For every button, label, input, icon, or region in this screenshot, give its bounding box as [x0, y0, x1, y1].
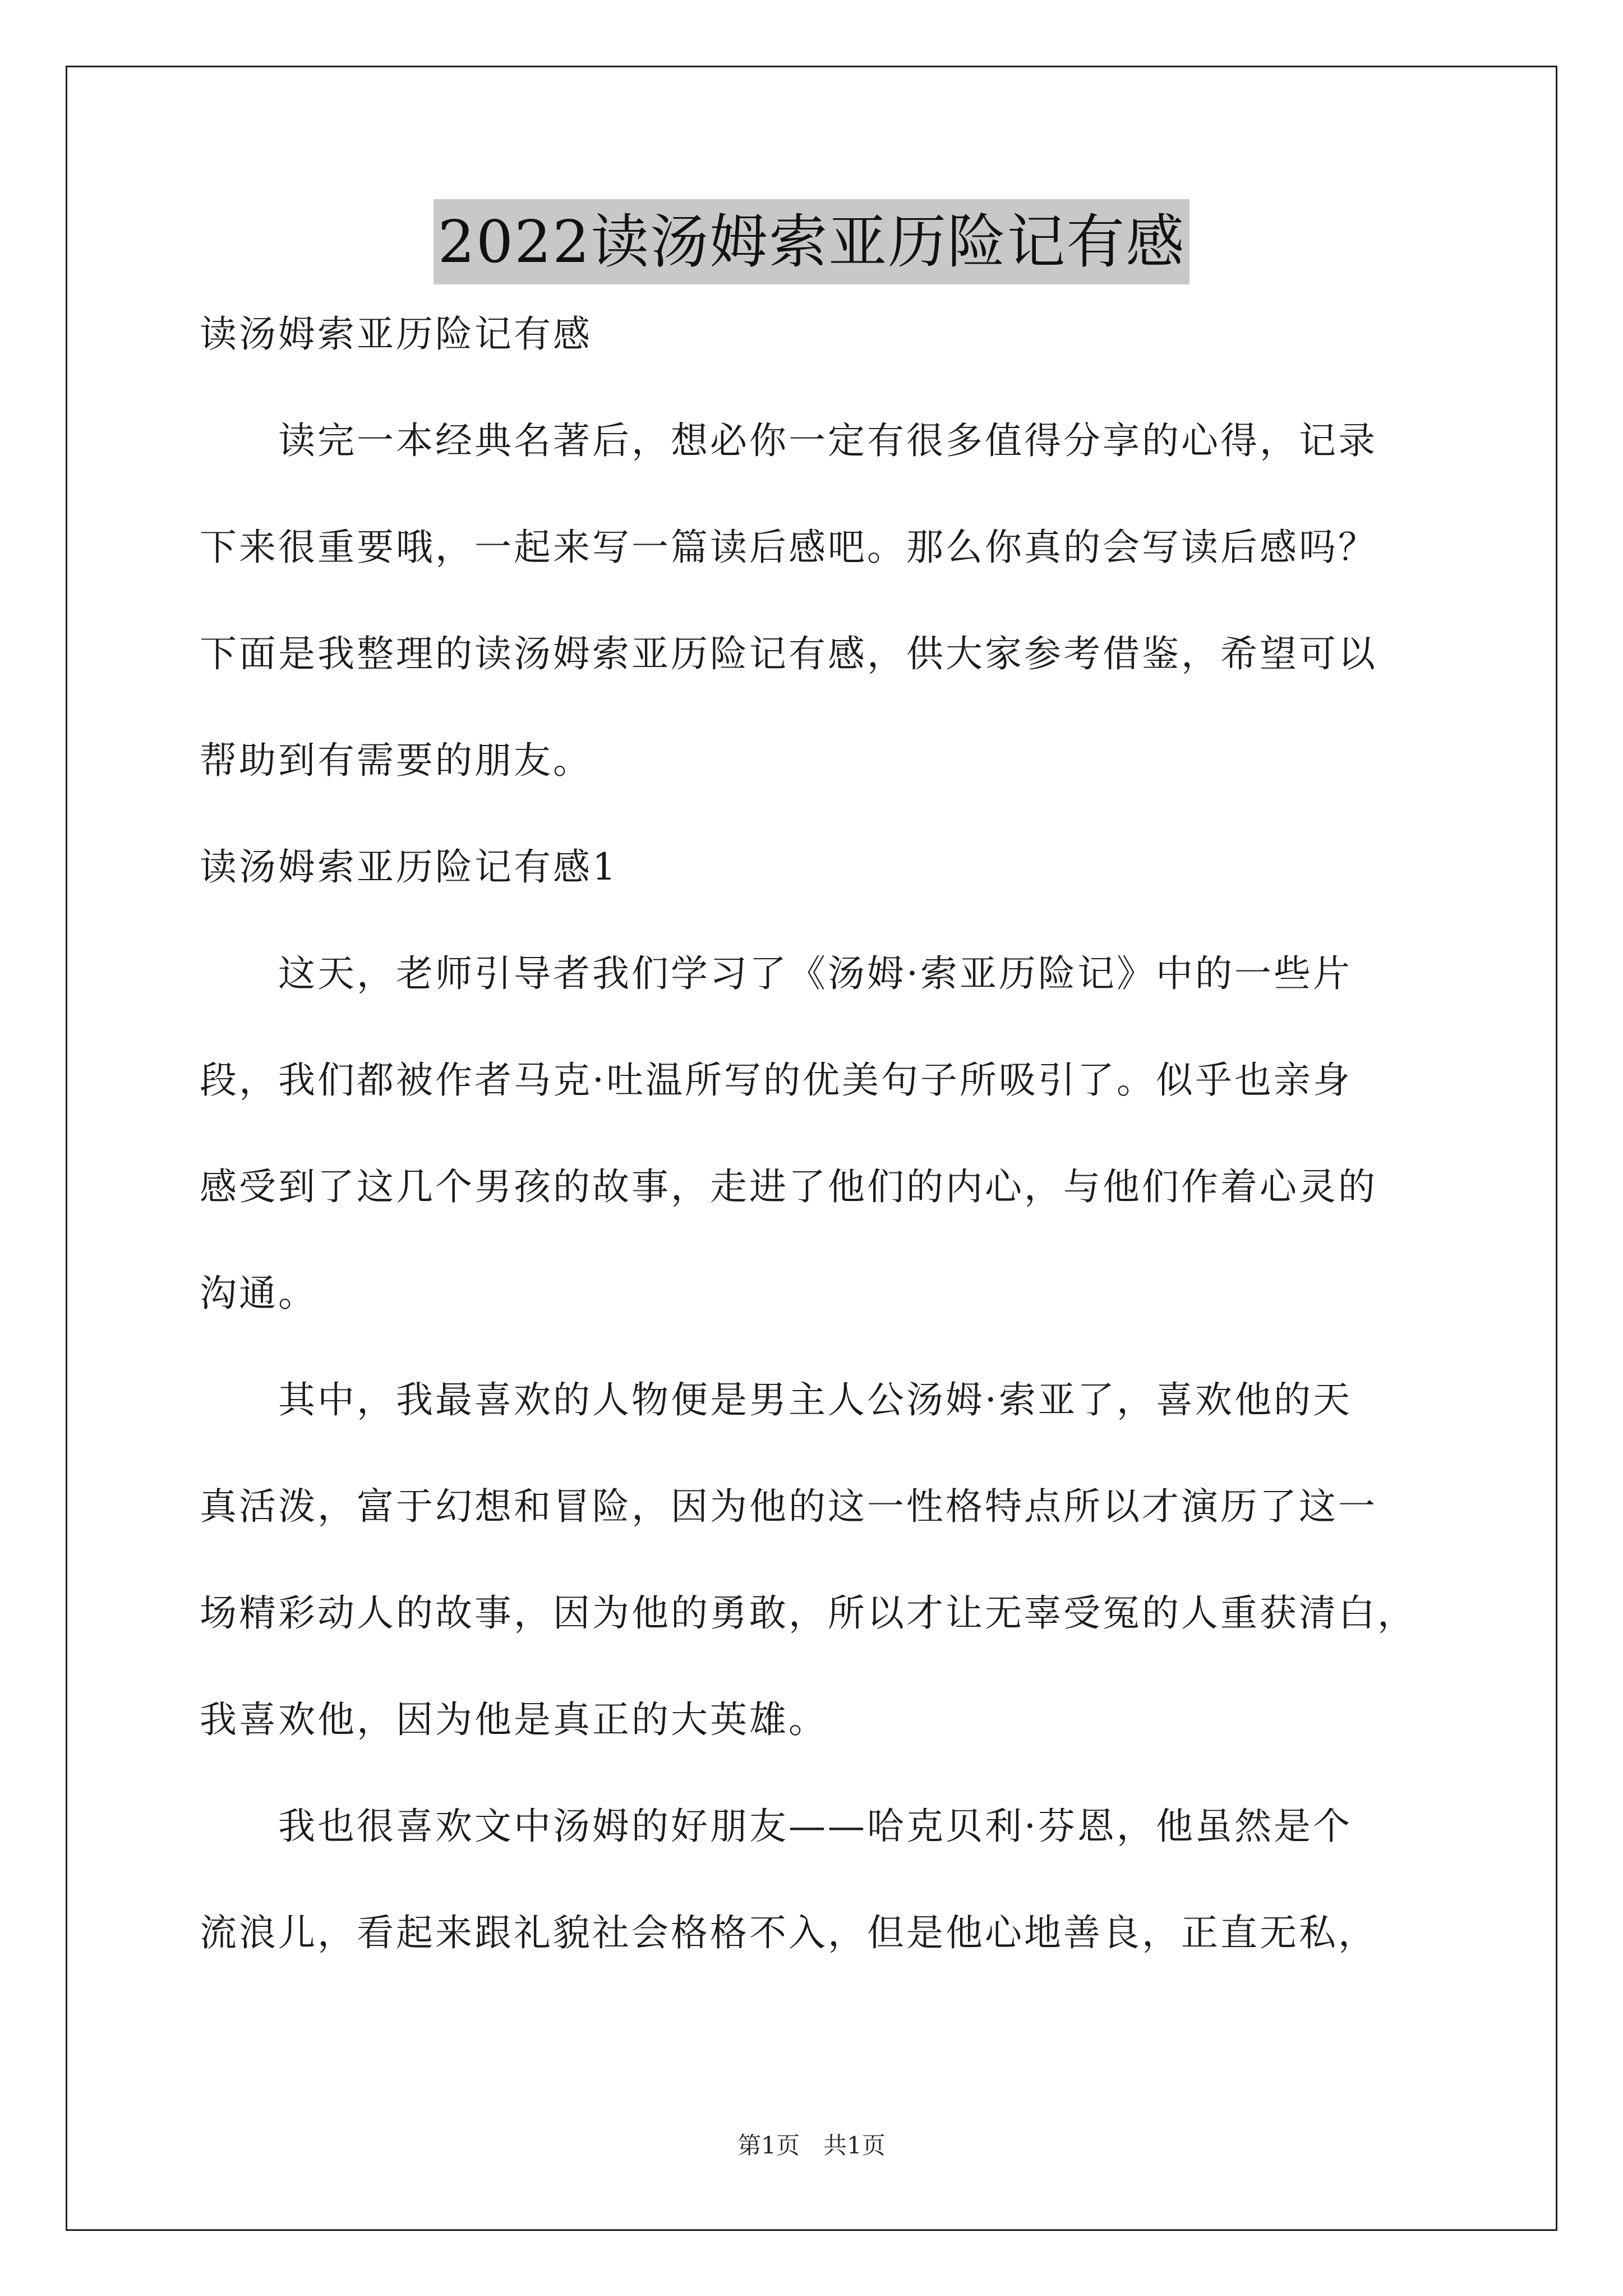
document-title: 2022读汤姆索亚历险记有感	[434, 199, 1190, 284]
section-heading: 读汤姆索亚历险记有感1	[200, 845, 618, 889]
body-line: 下来很重要哦，一起来写一篇读后感吧。那么你真的会写读后感吗？	[200, 526, 1377, 569]
body-line: 我喜欢他，因为他是真正的大英雄。	[200, 1698, 828, 1741]
body-line: 读完一本经典名著后，想必你一定有很多值得分享的心得，记录	[200, 419, 1377, 462]
body-line: 真活泼，富于幻想和冒险，因为他的这一性格特点所以才演历了这一	[200, 1485, 1377, 1528]
body-line: 沟通。	[200, 1272, 317, 1315]
body-line: 流浪儿，看起来跟礼貌社会格格不入，但是他心地善良，正直无私，	[200, 1911, 1377, 1954]
body-line: 我也很喜欢文中汤姆的好朋友——哈克贝利·芬恩，他虽然是个	[200, 1805, 1352, 1848]
document-body	[200, 307, 1451, 1960]
title-container	[0, 199, 1623, 284]
page-footer: 第1页 共1页	[737, 2132, 886, 2159]
section-heading: 读汤姆索亚历险记有感	[200, 312, 592, 356]
body-line: 这天，老师引导者我们学习了《汤姆·索亚历险记》中的一些片	[200, 952, 1352, 995]
body-line: 场精彩动人的故事，因为他的勇敢，所以才让无辜受冤的人重获清白，	[200, 1591, 1417, 1635]
body-line: 感受到了这几个男孩的故事，走进了他们的内心，与他们作着心灵的	[200, 1165, 1377, 1208]
body-line: 段，我们都被作者马克·吐温所写的优美句子所吸引了。似乎也亲身	[200, 1059, 1352, 1102]
body-line: 其中，我最喜欢的人物便是男主人公汤姆·索亚了，喜欢他的天	[200, 1378, 1352, 1421]
body-line: 帮助到有需要的朋友。	[200, 739, 592, 782]
body-line: 下面是我整理的读汤姆索亚历险记有感，供大家参考借鉴，希望可以	[200, 632, 1377, 675]
